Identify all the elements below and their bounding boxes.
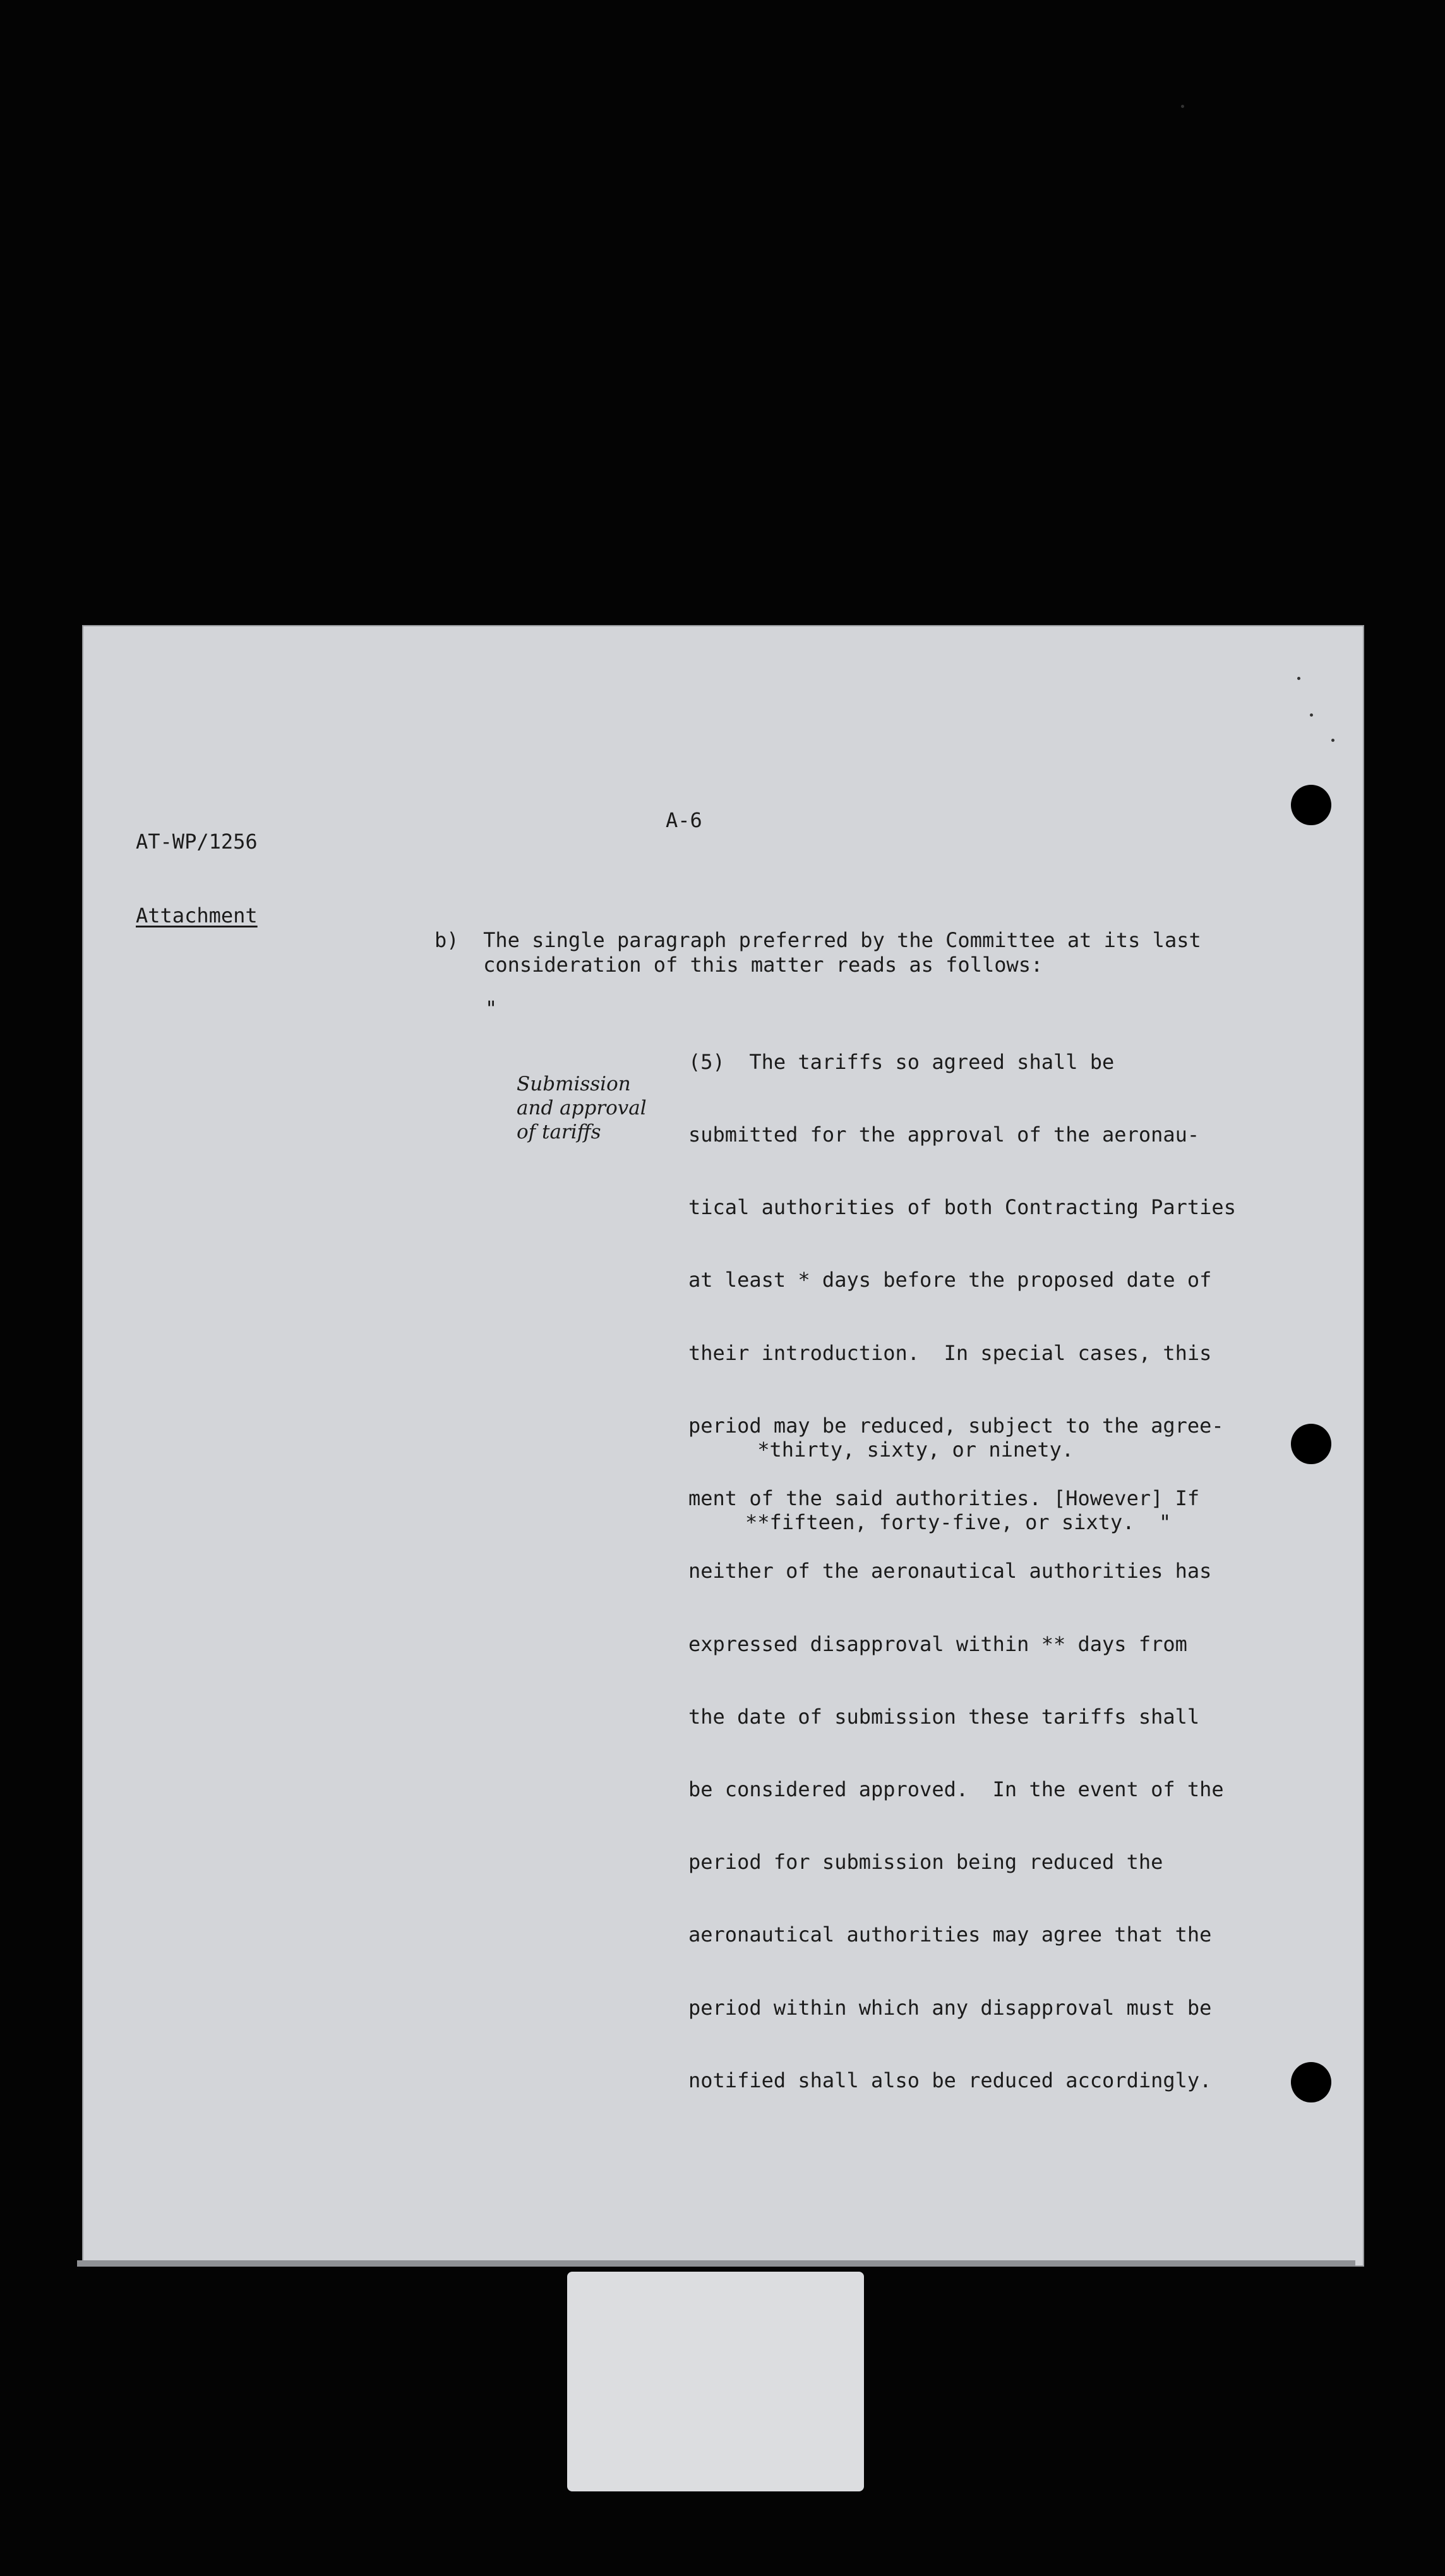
paragraph-line: their introduction. In special cases, this: [688, 1340, 1212, 1365]
punch-hole: [1291, 1424, 1331, 1464]
paragraph-line: period may be reduced, subject to the agree-: [688, 1413, 1224, 1438]
paragraph-line: neither of the aeronautical authorities has: [688, 1559, 1212, 1583]
dust-speck: [1331, 739, 1334, 742]
margin-note-line: and approval: [517, 1097, 647, 1119]
paragraph-line: period within which any disapproval must be: [688, 1995, 1212, 2020]
paragraph-line: be considered approved. In the event of the: [688, 1777, 1224, 1801]
paragraph-line: tical authorities of both Contracting Parties: [688, 1195, 1236, 1220]
intro-line: The single paragraph preferred by the Committee at its last: [483, 928, 1201, 952]
paragraph-line: aeronautical authorities may agree that the: [688, 1923, 1212, 1947]
document-number: AT-WP/1256: [136, 830, 258, 854]
footnote-double-asterisk: **fifteen, forty-five, or sixty. ": [745, 1510, 1172, 1535]
attachment-label: Attachment: [136, 903, 258, 927]
paragraph-line: the date of submission these tariffs shall: [688, 1704, 1200, 1729]
margin-note-line: of tariffs: [517, 1121, 601, 1143]
document-reference: [136, 780, 258, 953]
paragraph-line: at least * days before the proposed date of: [688, 1268, 1212, 1292]
paragraph-line: submitted for the approval of the aeronau-: [688, 1123, 1200, 1147]
paragraph-line: ment of the said authorities. [However] If: [688, 1486, 1200, 1511]
dust-speck: [1181, 105, 1184, 108]
dust-speck: [1310, 713, 1313, 717]
intro-line: consideration of this matter reads as follows:: [483, 953, 1043, 977]
punch-hole: [1291, 785, 1331, 825]
margin-note-line: Submission: [517, 1073, 631, 1095]
paragraph-line: expressed disapproval within ** days from: [688, 1631, 1187, 1656]
index-tab: [567, 2272, 864, 2491]
quoted-paragraph: [688, 1001, 1236, 2117]
footnote-single-asterisk: *thirty, sixty, or ninety.: [745, 1437, 1074, 1462]
paragraph-line: (5) The tariffs so agreed shall be: [688, 1049, 1115, 1074]
page-bottom-edge: [77, 2260, 1355, 2267]
footnotes: [745, 1389, 1171, 1559]
paragraph-line: period for submission being reduced the: [688, 1850, 1163, 1875]
section-marker: b): [435, 928, 459, 952]
margin-note: [517, 1072, 647, 1144]
paragraph-line: notified shall also be reduced accordingly.: [688, 2068, 1212, 2092]
opening-quote-mark: ": [485, 996, 498, 1020]
dust-speck: [1297, 677, 1300, 680]
section-b-intro: [435, 928, 1201, 977]
punch-hole: [1291, 2062, 1331, 2102]
page-number: A-6: [666, 808, 702, 832]
